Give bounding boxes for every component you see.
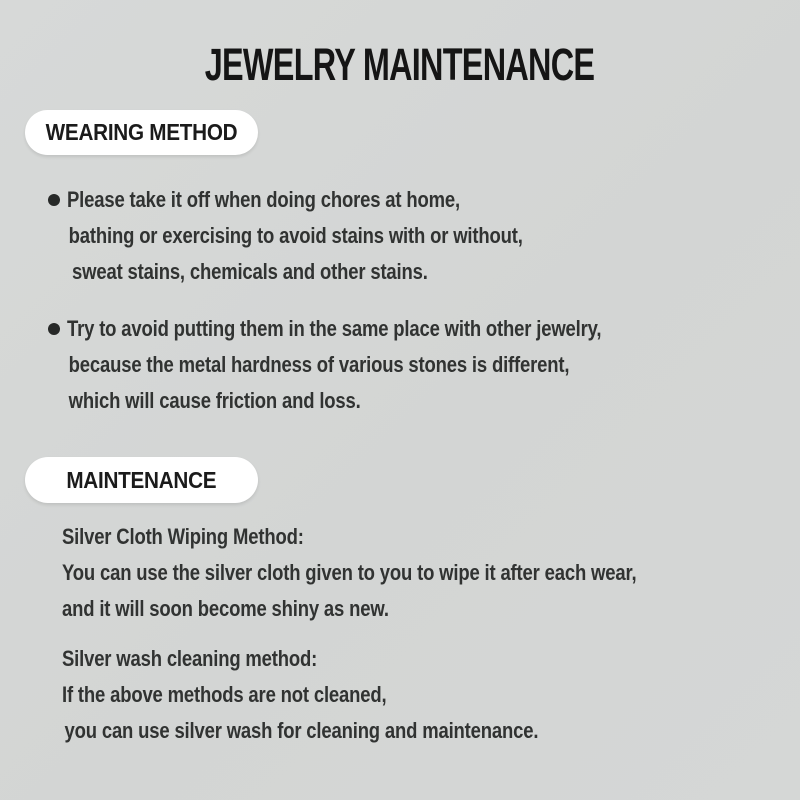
paragraph-heading: Silver Cloth Wiping Method:	[62, 524, 304, 549]
bullet-dot-icon	[48, 194, 60, 206]
list-item	[48, 311, 800, 419]
page-title	[0, 0, 800, 92]
bullet-line: bathing or exercising to avoid stains with or without,	[68, 223, 523, 248]
paragraph-line: If the above methods are not cleaned,	[62, 682, 387, 707]
bullet-line: Please take it off when doing chores at home,	[67, 187, 460, 212]
list-item	[48, 182, 800, 290]
bullet-line: because the metal hardness of various stones is different,	[68, 352, 570, 377]
section-badge-maintenance	[25, 457, 258, 503]
bullet-text-block	[67, 311, 703, 419]
paragraph-line: you can use silver wash for cleaning and maintenance.	[64, 718, 539, 743]
bullet-line: sweat stains, chemicals and other stains.	[72, 259, 428, 284]
bullet-line: which will cause friction and loss.	[68, 388, 361, 413]
page-title-text: JEWELRY MAINTENANCE	[205, 39, 595, 90]
section-badge-wearing-method	[25, 110, 258, 155]
paragraph-line: You can use the silver cloth given to you to wipe it after each wear,	[62, 560, 637, 585]
bullet-text-block	[67, 182, 609, 290]
bullet-line: Try to avoid putting them in the same place with other jewelry,	[67, 316, 602, 341]
section-badge-label: MAINTENANCE	[66, 466, 217, 493]
silver-wash-paragraph	[0, 641, 800, 749]
bullet-dot-icon	[48, 323, 60, 335]
paragraph-heading: Silver wash cleaning method:	[62, 646, 318, 671]
wearing-method-list	[0, 182, 800, 419]
section-badge-label: WEARING METHOD	[45, 119, 238, 145]
paragraph-line: and it will soon become shiny as new.	[62, 596, 389, 621]
silver-cloth-paragraph	[0, 519, 800, 627]
